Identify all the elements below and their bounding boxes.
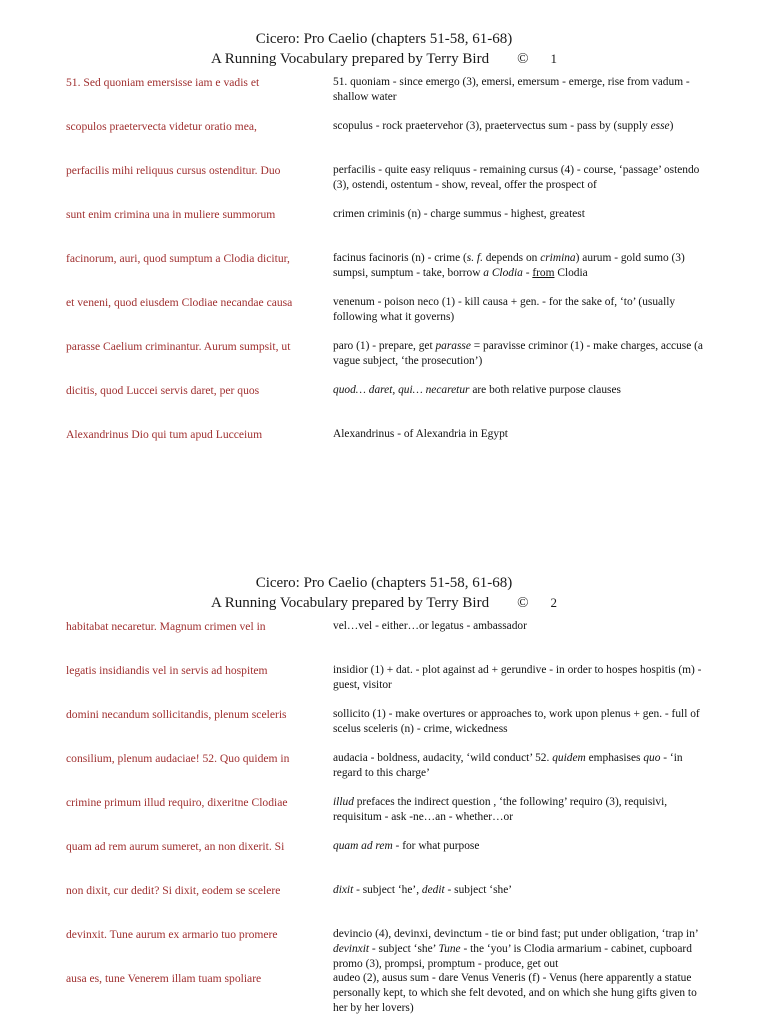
vocab-note	[333, 795, 713, 825]
vocab-italic-term: dixit	[333, 884, 354, 896]
vocab-text: devincio (4), devinxi, devinctum - tie or bind fast; put under obligation, ‘trap in’	[333, 928, 698, 940]
vocab-note	[333, 707, 713, 737]
vocab-text: sollicito (1) - make overtures or approaches to, work upon plenus + gen. - full of scelus sceleris (n) - crime, wickedness	[333, 708, 700, 735]
vocab-note	[333, 971, 713, 1016]
vocab-text: audacia - boldness, audacity, ‘wild conduct’ 52.	[333, 752, 553, 764]
latin-text-line: quam ad rem aurum sumeret, an non dixerit. Si	[66, 840, 285, 853]
vocab-text: - the ‘you’ is Clodia armarium - cabinet, cupboard promo (3), prompsi, promptum - produce, get out	[333, 943, 692, 970]
vocab-note	[333, 751, 713, 781]
page-subtitle-line	[0, 49, 768, 69]
page-subtitle-line	[0, 593, 768, 613]
vocab-note	[333, 75, 713, 105]
vocab-italic-term: devinxit	[333, 943, 370, 955]
vocab-text: scopulus - rock praetervehor (3), praetervectus sum - pass by (supply	[333, 120, 651, 132]
vocab-text: crimen criminis (n) - charge summus - highest, greatest	[333, 208, 585, 220]
latin-text-line: consilium, plenum audaciae! 52. Quo quidem in	[66, 752, 290, 765]
vocab-italic-term: s. f.	[466, 252, 483, 264]
page-1	[0, 30, 768, 441]
vocab-note	[333, 295, 713, 325]
vocab-note	[333, 383, 713, 398]
page-title: Cicero: Pro Caelio (chapters 51-58, 61-68)	[255, 575, 513, 591]
vocab-underlined-term: from	[532, 267, 555, 279]
vocab-text: insidior (1) + dat. - plot against ad + gerundive - in order to hospes hospitis (m) - guest, visitor	[333, 664, 702, 691]
vocab-note	[333, 163, 713, 193]
vocab-note	[333, 119, 713, 134]
page-title: Cicero: Pro Caelio (chapters 51-58, 61-68)	[255, 31, 513, 47]
vocab-text: prefaces the indirect question , ‘the following’ requiro (3), requisivi, requisitum - ask -ne…an - whether…or	[333, 796, 668, 823]
latin-text-line: non dixit, cur dedit? Si dixit, eodem se scelere	[66, 884, 281, 897]
page-number: 1	[550, 51, 557, 66]
copyright-symbol: ©	[517, 595, 529, 611]
vocab-note	[333, 619, 713, 634]
latin-text-line: 51. Sed quoniam emersisse iam e vadis et	[66, 76, 260, 89]
vocab-italic-term: a Clodia	[483, 267, 523, 279]
vocab-note	[333, 883, 713, 898]
latin-text-line: sunt enim crimina una in muliere summorum	[66, 208, 276, 221]
vocab-text: vel…vel - either…or legatus - ambassador	[333, 620, 527, 632]
vocab-text: perfacilis - quite easy reliquus - remaining cursus (4) - course, ‘passage’ ostendo (3), ostendi, ostentum - show, reveal, offer the prospect of	[333, 164, 700, 191]
vocab-note	[333, 427, 713, 442]
vocab-text: - subject ‘he’,	[353, 884, 422, 896]
vocab-italic-term: parasse	[435, 340, 471, 352]
vocab-note	[333, 207, 713, 222]
vocab-text: ) aurum - gold sumo (3) sumpsi, sumptum - take, borrow	[333, 252, 685, 279]
vocab-text: Clodia	[554, 267, 588, 279]
vocab-italic-term: quam ad rem	[333, 840, 393, 852]
vocab-note	[333, 251, 713, 281]
page-subtitle: A Running Vocabulary prepared by Terry Bird	[211, 51, 490, 67]
vocab-note	[333, 663, 713, 693]
vocab-text: -	[522, 267, 533, 279]
latin-text-line: parasse Caelium criminantur. Aurum sumpsit, ut	[66, 340, 291, 353]
copyright-symbol: ©	[517, 51, 529, 67]
vocab-text: - subject ‘she’	[444, 884, 513, 896]
latin-text-line: crimine primum illud requiro, dixeritne Clodiae	[66, 796, 288, 809]
vocab-text: emphasises	[585, 752, 644, 764]
vocab-note	[333, 927, 713, 972]
latin-text-line: Alexandrinus Dio qui tum apud Lucceium	[66, 428, 263, 441]
latin-text-line: perfacilis mihi reliquus cursus ostenditur. Duo	[66, 164, 281, 177]
latin-text-line: legatis insidiandis vel in servis ad hospitem	[66, 664, 268, 677]
vocab-italic-term: illud	[333, 796, 354, 808]
latin-text-line: et veneni, quod eiusdem Clodiae necandae causa	[66, 296, 293, 309]
vocab-text: - subject ‘she’	[369, 943, 439, 955]
vocab-text: Alexandrinus - of Alexandria in Egypt	[333, 428, 508, 440]
vocab-text: audeo (2), ausus sum - dare Venus Veneris (f) - Venus (here apparently a statue personally kept, to which she felt devoted, and on which she hung gifts given to her by her lovers)	[333, 972, 697, 1014]
latin-text-line: devinxit. Tune aurum ex armario tuo promere	[66, 928, 278, 941]
vocab-text: venenum - poison neco (1) - kill causa + gen. - for the sake of, ‘to’ (usually following what it governs)	[333, 296, 676, 323]
vocab-italic-term: quidem	[552, 752, 586, 764]
latin-text-line: dicitis, quod Luccei servis daret, per quos	[66, 384, 260, 397]
vocab-note	[333, 839, 713, 854]
vocab-italic-term: Tune	[438, 943, 461, 955]
page-2	[0, 574, 768, 1014]
vocab-text: = paravisse criminor (1) - make charges, accuse (a vague subject, ‘the prosecution’)	[333, 340, 703, 367]
vocab-italic-term: quod… daret, qui… necaretur	[333, 384, 470, 396]
vocab-italic-term: esse	[650, 120, 670, 132]
vocab-text: facinus facinoris (n) - crime (	[333, 252, 467, 264]
vocab-italic-term: crimina	[540, 252, 576, 264]
page-header	[0, 30, 768, 69]
latin-text-line: ausa es, tune Venerem illam tuam spoliare	[66, 972, 262, 985]
vocab-text: )	[669, 120, 674, 132]
vocab-text: paro (1) - prepare, get	[333, 340, 436, 352]
latin-text-line: habitabat necaretur. Magnum crimen vel in	[66, 620, 266, 633]
vocab-note	[333, 339, 713, 369]
vocab-text: - for what purpose	[392, 840, 480, 852]
vocab-italic-term: quo	[643, 752, 661, 764]
latin-text-line: scopulos praetervecta videtur oratio mea,	[66, 120, 257, 133]
latin-text-line: facinorum, auri, quod sumptum a Clodia dicitur,	[66, 252, 290, 265]
page-header	[0, 574, 768, 613]
vocab-text: - ‘in regard to this charge’	[333, 752, 683, 779]
latin-text-line: domini necandum sollicitandis, plenum sceleris	[66, 708, 287, 721]
vocab-text: depends on	[482, 252, 541, 264]
page-number: 2	[550, 595, 557, 610]
vocab-text: 51. quoniam - since emergo (3), emersi, emersum - emerge, rise from vadum - shallow water	[333, 76, 690, 103]
vocab-italic-term: dedit	[421, 884, 445, 896]
page-subtitle: A Running Vocabulary prepared by Terry Bird	[211, 595, 490, 611]
vocab-text: are both relative purpose clauses	[469, 384, 621, 396]
